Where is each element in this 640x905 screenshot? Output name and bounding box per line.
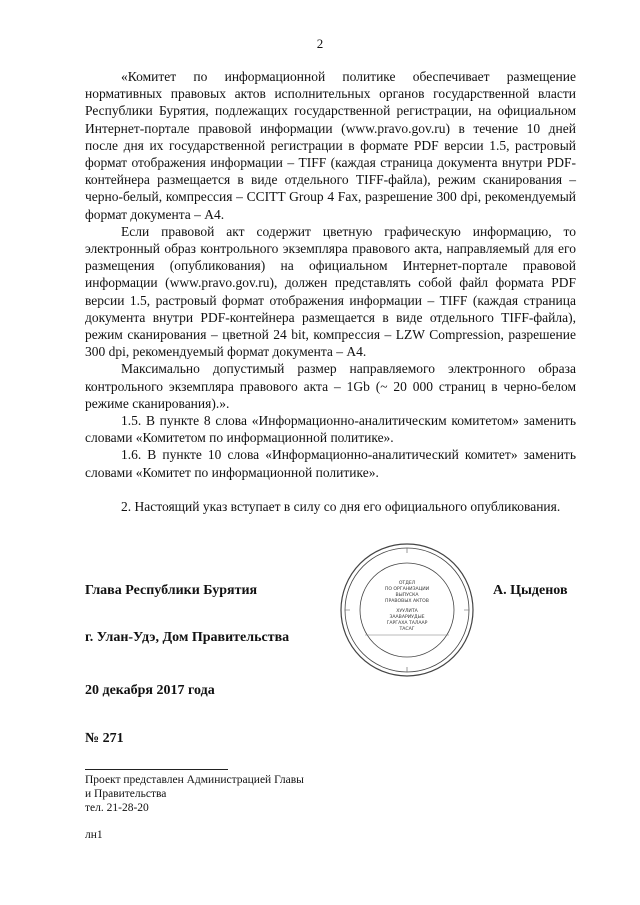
spacer (85, 481, 576, 498)
paragraph: Максимально допустимый размер направляемого электронного образа контрольного экземпляра правового акта – 1Gb (~ 20 000 страниц в черно-белом режиме сканирования).». (85, 361, 576, 411)
signature-name: А. Цыденов (493, 583, 568, 598)
seal-line: ВЫПУСКА (395, 593, 419, 598)
paragraph: «Комитет по информационной политике обеспечивает размещение нормативных правовых актов исполнительных органов государственной власти Республики Бурятия, подлежащих государственной регистрации, на официальном Интернет-портале правовой информации (www.pravo.gov.ru) в течение 10 дней после дня их государственной регистрации в формате PDF версии 1.5, растровый формат отображения информации – TIFF (каждая страница документа внутри PDF-контейнера размещается в виде отдельного TIFF-файла), режим сканирования – черно-белый, компрессия – CCITT Group 4 Fax, разрешение 300 dpi, рекомендуемый формат документа – А4. (85, 69, 576, 222)
final-paragraph: 2. Настоящий указ вступает в силу со дня его официального опубликования. (121, 498, 561, 514)
signature-date: 20 декабря 2017 года (85, 683, 215, 698)
footnote-divider (85, 769, 228, 770)
seal-line: ПРАВОВЫХ АКТОВ (385, 599, 429, 604)
signature-position: Глава Республики Бурятия (85, 583, 258, 598)
seal-line: ОТДЕЛ (398, 581, 416, 586)
document-code: лн1 (85, 829, 103, 841)
paragraph: Если правовой акт содержит цветную графическую информацию, то электронный образ контрольного экземпляра правового акта, направляемый для его размещения (опубликования) на официальном Интернет-портале правовой информации (www.pravo.gov.ru), должен представлять собой файл формата PDF версии 1.5, растровый формат отображения информации – TIFF (каждая страница документа внутри PDF-контейнера размещается в виде отдельного TIFF-файла), режим сканирования – цветной 24 bit, компрессия – LZW Compression, разрешение 300 dpi, рекомендуемый формат документа – А4. (85, 223, 576, 360)
footnote (85, 773, 304, 815)
paragraph: 1.5. В пункте 8 слова «Информационно-аналитическим комитетом» заменить словами «Комитетом по информационной политике». (85, 413, 576, 446)
seal-line: ПО ОРГАНИЗАЦИИ (384, 587, 430, 592)
document-number: № 271 (85, 731, 124, 746)
paragraph: 1.6. В пункте 10 слова «Информационно-аналитический комитет» заменить словами «Комитет по информационной политике». (85, 447, 576, 480)
document-body (85, 68, 576, 515)
seal-line: ТАСАГ (399, 627, 415, 632)
footnote-line: тел. 21-28-20 (85, 802, 149, 814)
footnote-line: Проект представлен Администрацией Главы (85, 774, 304, 786)
official-seal (337, 540, 477, 680)
seal-line: ГАРГАХА ТАЛААР (386, 621, 428, 626)
seal-line: ЗААВАРИУДЫЕ (389, 615, 425, 620)
seal-line: ХУУЛИТА (396, 609, 418, 614)
page-number: 2 (316, 36, 324, 51)
signature-place: г. Улан-Удэ, Дом Правительства (85, 630, 290, 645)
footnote-line: и Правительства (85, 788, 167, 800)
